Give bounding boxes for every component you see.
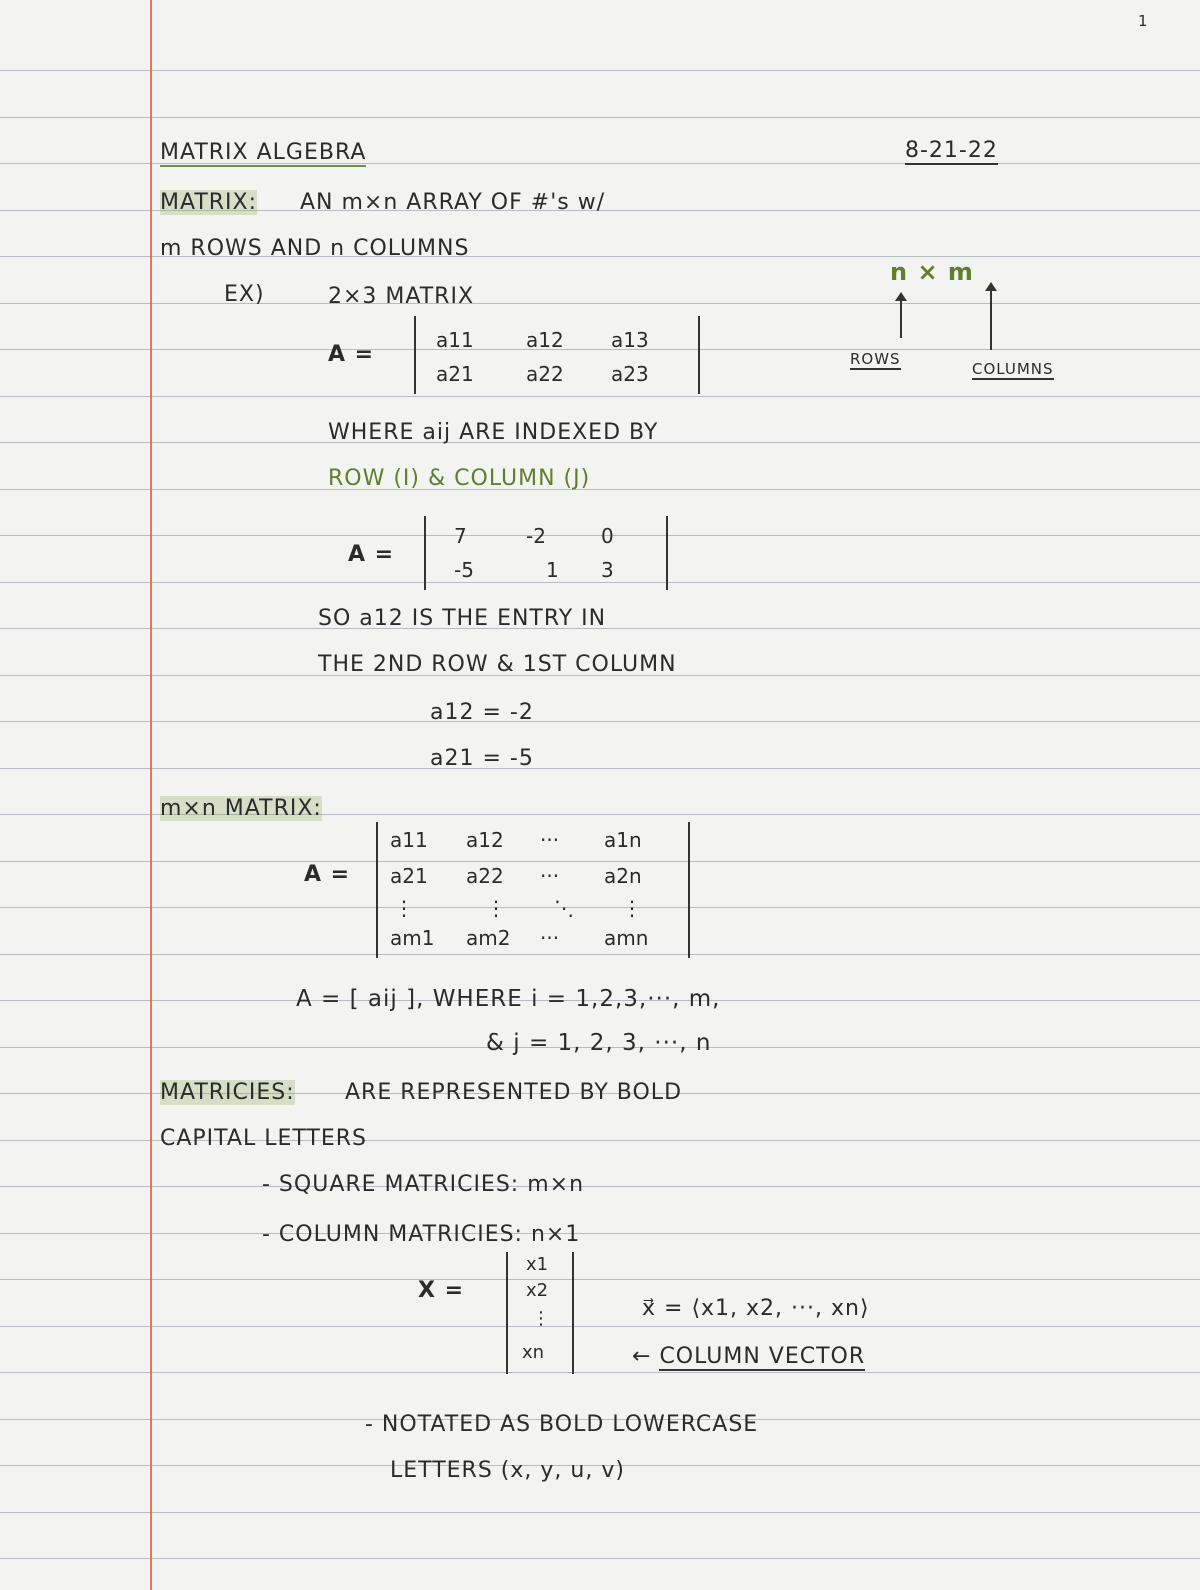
- general-compact-line1: A = [ aij ], WHERE i = 1,2,3,···, m,: [296, 986, 721, 1012]
- indexing-line1: WHERE aij ARE INDEXED BY: [328, 420, 659, 445]
- indexing-line2: ROW (I) & COLUMN (J): [328, 466, 591, 491]
- columns-note: COLUMNS: [972, 360, 1054, 378]
- matrix-entry: a22: [526, 362, 564, 386]
- matrix-entry: ···: [540, 828, 560, 852]
- example-label: EX): [224, 282, 265, 307]
- matrix-entry: a21: [390, 864, 428, 888]
- statement-line2: THE 2ND ROW & 1ST COLUMN: [318, 652, 677, 677]
- ruled-line: [0, 117, 1200, 118]
- matrix-entry: a11: [390, 828, 428, 852]
- matrix-term: MATRIX:: [160, 190, 258, 215]
- matrix-entry: 0: [601, 524, 614, 548]
- matrix-entry: 3: [601, 558, 614, 582]
- example-matrix: [414, 316, 700, 394]
- example-desc: 2×3 MATRIX: [328, 284, 475, 309]
- statement-eq2: a21 = -5: [430, 746, 534, 771]
- ruled-line: [0, 1326, 1200, 1327]
- matrix-entry: ⋮: [622, 896, 642, 920]
- matrix-entry: a1n: [604, 828, 642, 852]
- matrix-entry: a22: [466, 864, 504, 888]
- general-matrix: [376, 822, 690, 958]
- page-title: MATRIX ALGEBRA: [160, 140, 367, 165]
- matrix-entry: ⋮: [486, 896, 506, 920]
- general-heading: m×n MATRIX:: [160, 796, 322, 821]
- matrix-entry: a23: [611, 362, 649, 386]
- matrix-entry: am1: [390, 926, 435, 950]
- vector-entry: x2: [526, 1280, 549, 1301]
- ruled-line: [0, 70, 1200, 71]
- matrix-entry: ⋱: [554, 896, 574, 920]
- vector-entry: xn: [522, 1342, 545, 1363]
- matrix-entry: 1: [546, 558, 559, 582]
- column-matrices-note: - COLUMN MATRICIES: n×1: [262, 1222, 581, 1247]
- notation-line2: CAPITAL LETTERS: [160, 1126, 367, 1151]
- matrix-entry: a2n: [604, 864, 642, 888]
- ruled-line: [0, 1558, 1200, 1559]
- ruled-line: [0, 1372, 1200, 1373]
- ruled-line: [0, 489, 1200, 490]
- ruled-line: [0, 1186, 1200, 1187]
- square-matrices-note: - SQUARE MATRICIES: m×n: [262, 1172, 585, 1197]
- notation-line1: ARE REPRESENTED BY BOLD: [345, 1080, 683, 1105]
- matrix-entry: 7: [454, 524, 467, 548]
- vector-entry: x1: [526, 1254, 549, 1275]
- matrix-entry: amn: [604, 926, 649, 950]
- dims-label: n × m: [890, 258, 974, 286]
- ruled-line: [0, 1279, 1200, 1280]
- rows-note: ROWS: [850, 350, 901, 368]
- general-compact-line2: & j = 1, 2, 3, ···, n: [486, 1030, 712, 1056]
- vector-note-line1: - NOTATED AS BOLD LOWERCASE: [365, 1412, 759, 1437]
- column-vector-label: ← COLUMN VECTOR: [632, 1344, 866, 1369]
- margin-line: [150, 0, 152, 1590]
- matrix-entry: a12: [526, 328, 564, 352]
- column-vector-label-text: COLUMN VECTOR: [659, 1344, 866, 1369]
- ruled-line: [0, 1512, 1200, 1513]
- matrix-entry: am2: [466, 926, 511, 950]
- page-date: 8-21-22: [905, 138, 998, 163]
- rows-arrow: [900, 300, 902, 338]
- numeric-matrix-name: A =: [348, 542, 395, 567]
- notation-term: MATRICIES:: [160, 1080, 295, 1105]
- matrix-entry: ···: [540, 864, 560, 888]
- matrix-entry: a21: [436, 362, 474, 386]
- statement-line1: SO a12 IS THE ENTRY IN: [318, 606, 607, 631]
- example-matrix-name: A =: [328, 342, 375, 367]
- matrix-entry: -5: [454, 558, 474, 582]
- matrix-entry: a12: [466, 828, 504, 852]
- definition-line2: m ROWS AND n COLUMNS: [160, 236, 470, 261]
- column-vector-name: X =: [418, 1278, 465, 1303]
- matrix-entry: -2: [526, 524, 546, 548]
- vector-tuple: x⃗ = ⟨x1, x2, ···, xn⟩: [642, 1296, 870, 1321]
- numeric-matrix: [424, 516, 668, 590]
- statement-eq1: a12 = -2: [430, 700, 534, 725]
- vector-note-line2: LETTERS (x, y, u, v): [390, 1458, 625, 1483]
- ruled-line: [0, 1233, 1200, 1234]
- ruled-line: [0, 303, 1200, 304]
- ruled-line: [0, 396, 1200, 397]
- page-number: 1: [1138, 12, 1149, 30]
- matrix-entry: a11: [436, 328, 474, 352]
- matrix-entry: ···: [540, 926, 560, 950]
- definition-line1: AN m×n ARRAY OF #'s w/: [300, 190, 606, 215]
- ruled-line: [0, 768, 1200, 769]
- ruled-line: [0, 721, 1200, 722]
- general-matrix-name: A =: [304, 862, 351, 887]
- column-vector-matrix: [506, 1252, 574, 1374]
- vector-entry: ⋮: [532, 1308, 550, 1329]
- matrix-entry: ⋮: [394, 896, 414, 920]
- matrix-entry: a13: [611, 328, 649, 352]
- columns-arrow: [990, 290, 992, 350]
